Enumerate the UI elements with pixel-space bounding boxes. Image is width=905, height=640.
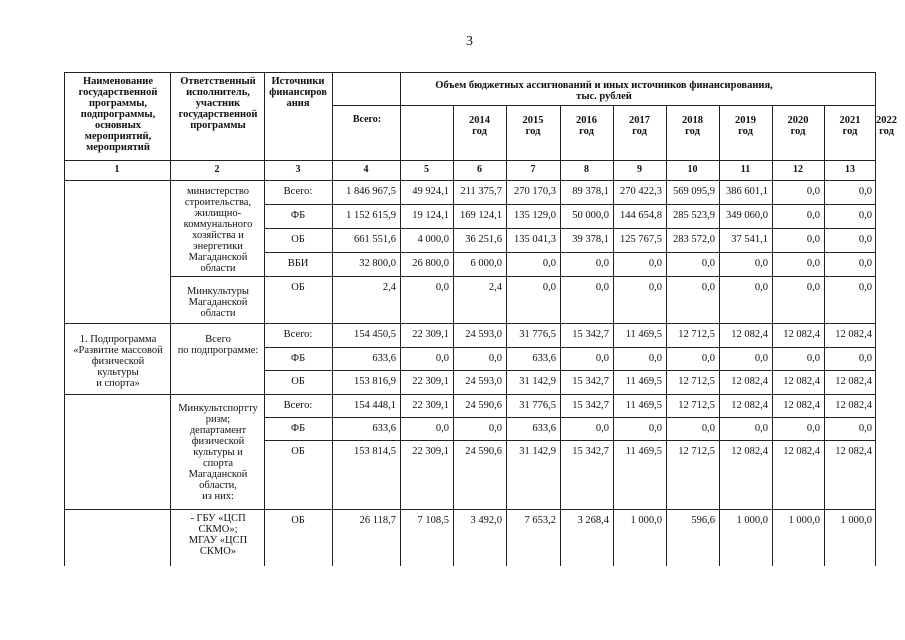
value-cell: 12 082,4 [835,329,872,340]
minsport-label: Минкультспортту ризм; департамент физической культуры и спорта Магаданской области, из них: [178,403,258,502]
value-cell: 0,0 [806,423,820,434]
value-cell: 633,6 [372,423,396,434]
value-cell: 49 924,1 [412,186,449,197]
header-year: 2015 год [522,115,544,137]
value-cell: 12 082,4 [783,446,820,457]
source-cell: ФБ [290,210,306,221]
column-number: 5 [424,164,429,175]
value-cell: 12 712,5 [678,446,715,457]
source-cell: ФБ [290,423,306,434]
value-cell: 0,0 [806,282,820,293]
source-cell: ОБ [291,282,305,293]
minkult-label: Минкультуры Магаданской области [187,286,249,319]
value-cell: 12 082,4 [783,329,820,340]
value-cell: 0,0 [754,282,768,293]
column-number: 9 [637,164,642,175]
subprogram-title: 1. Подпрограмма «Развитие массовой физической культуры и спорта» [73,334,163,389]
value-cell: 31 142,9 [519,446,556,457]
header-year: 2020 год [787,115,809,137]
value-cell: 0,0 [858,210,872,221]
value-cell: 169 124,1 [460,210,502,221]
source-cell: ОБ [291,376,305,387]
value-cell: 22 309,1 [412,400,449,411]
source-cell: ВБИ [287,258,309,269]
value-cell: 661 551,6 [354,234,396,245]
value-cell: 0,0 [542,282,556,293]
value-cell: 0,0 [806,353,820,364]
value-cell: 24 590,6 [465,446,502,457]
value-cell: 12 082,4 [783,400,820,411]
value-cell: 0,0 [754,423,768,434]
value-cell: 0,0 [648,353,662,364]
value-cell: 144 654,8 [620,210,662,221]
header-year: 2017 год [629,115,650,137]
value-cell: 3 268,4 [577,515,609,526]
source-cell: Всего: [283,186,313,197]
column-number: 8 [584,164,589,175]
value-cell: 0,0 [435,353,449,364]
value-cell: 0,0 [806,258,820,269]
value-cell: 569 095,9 [673,186,715,197]
value-cell: 0,0 [858,282,872,293]
value-cell: 12 712,5 [678,400,715,411]
value-cell: 0,0 [858,353,872,364]
value-cell: 15 342,7 [572,400,609,411]
value-cell: 0,0 [648,423,662,434]
value-cell: 0,0 [806,186,820,197]
value-cell: 386 601,1 [726,186,768,197]
value-cell: 0,0 [648,282,662,293]
column-number: 7 [530,164,536,175]
value-cell: 22 309,1 [412,376,449,387]
value-cell: 633,6 [372,353,396,364]
value-cell: 11 469,5 [625,376,662,387]
value-cell: 0,0 [648,258,662,269]
value-cell: 26 118,7 [359,515,396,526]
value-cell: 31 776,5 [519,329,556,340]
header-year: 2018 год [682,115,703,137]
value-cell: 125 767,5 [620,234,662,245]
value-cell: 31 142,9 [519,376,556,387]
value-cell: 4 000,0 [417,234,449,245]
value-cell: 11 469,5 [625,329,662,340]
value-cell: 0,0 [806,234,820,245]
column-number: 13 [845,164,855,175]
value-cell: 0,0 [858,258,872,269]
value-cell: 1 000,0 [736,515,768,526]
gbu-label: - ГБУ «ЦСП СКМО»; МГАУ «ЦСП СКМО» [188,513,248,557]
page-number: 3 [466,34,473,49]
subprogram-total-label: Всего по подпрограмме: [177,334,259,356]
source-cell: Всего: [283,329,313,340]
value-cell: 596,6 [691,515,715,526]
value-cell: 0,0 [701,423,715,434]
value-cell: 0,0 [806,210,820,221]
value-cell: 1 000,0 [630,515,662,526]
column-number: 4 [363,164,369,175]
value-cell: 24 590,6 [465,400,502,411]
source-cell: ОБ [291,446,305,457]
value-cell: 50 000,0 [572,210,609,221]
value-cell: 0,0 [858,234,872,245]
ministry-label: министерство строительства, жилищно- коммунального хозяйства и энергетики Магаданской области [183,186,253,274]
value-cell: 12 082,4 [731,329,768,340]
value-cell: 0,0 [435,282,449,293]
value-cell: 89 378,1 [572,186,609,197]
value-cell: 22 309,1 [412,329,449,340]
value-cell: 153 814,5 [354,446,396,457]
value-cell: 1 152 615,9 [346,210,396,221]
value-cell: 26 800,0 [412,258,449,269]
column-number: 12 [793,164,803,175]
value-cell: 1 846 967,5 [346,186,396,197]
header-program-name: Наименование государственной программы, подпрограммы, основных мероприятий, мероприятий [78,76,158,153]
value-cell: 349 060,0 [726,210,768,221]
value-cell: 7 653,2 [524,515,556,526]
value-cell: 32 800,0 [359,258,396,269]
value-cell: 0,0 [858,186,872,197]
value-cell: 22 309,1 [412,446,449,457]
value-cell: 0,0 [595,258,609,269]
value-cell: 154 448,1 [354,400,396,411]
value-cell: 633,6 [532,423,556,434]
value-cell: 135 041,3 [514,234,556,245]
value-cell: 0,0 [488,353,502,364]
value-cell: 1 000,0 [840,515,872,526]
value-cell: 24 593,0 [465,329,502,340]
value-cell: 39 378,1 [572,234,609,245]
column-number: 3 [295,164,301,175]
header-year: 2016 год [576,115,597,137]
header-year: 2022 год [876,115,897,137]
value-cell: 0,0 [595,423,609,434]
value-cell: 270 170,3 [514,186,556,197]
value-cell: 2,4 [488,282,502,293]
source-cell: ОБ [291,515,305,526]
value-cell: 11 469,5 [625,446,662,457]
value-cell: 12 082,4 [783,376,820,387]
value-cell: 31 776,5 [519,400,556,411]
value-cell: 0,0 [701,282,715,293]
value-cell: 12 082,4 [731,446,768,457]
header-responsible: Ответственный исполнитель, участник государственной программы [178,76,258,131]
value-cell: 12 712,5 [678,329,715,340]
value-cell: 15 342,7 [572,329,609,340]
value-cell: 211 375,7 [460,186,502,197]
value-cell: 12 082,4 [731,376,768,387]
value-cell: 153 816,9 [354,376,396,387]
source-cell: Всего: [283,400,313,411]
value-cell: 0,0 [595,282,609,293]
value-cell: 37 541,1 [731,234,768,245]
value-cell: 633,6 [532,353,556,364]
value-cell: 24 593,0 [465,376,502,387]
value-cell: 11 469,5 [625,400,662,411]
value-cell: 15 342,7 [572,446,609,457]
header-funding-title: Объем бюджетных ассигнований и иных источников финансирования, тыс. рублей [435,80,773,102]
column-number: 6 [477,164,482,175]
value-cell: 0,0 [701,258,715,269]
header-sources: Источники финансиров ания [269,76,327,109]
value-cell: 12 082,4 [731,400,768,411]
value-cell: 0,0 [595,353,609,364]
header-year: 2019 год [735,115,756,137]
value-cell: 12 082,4 [835,400,872,411]
column-number: 1 [114,164,120,175]
value-cell: 283 572,0 [673,234,715,245]
value-cell: 36 251,6 [465,234,502,245]
value-cell: 19 124,1 [412,210,449,221]
header-year: 2021 год [839,115,861,137]
value-cell: 15 342,7 [572,376,609,387]
value-cell: 1 000,0 [788,515,820,526]
value-cell: 0,0 [435,423,449,434]
value-cell: 270 422,3 [620,186,662,197]
value-cell: 3 492,0 [470,515,502,526]
value-cell: 0,0 [488,423,502,434]
value-cell: 0,0 [858,423,872,434]
value-cell: 0,0 [701,353,715,364]
value-cell: 0,0 [754,258,768,269]
source-cell: ФБ [290,353,306,364]
column-number: 11 [740,164,751,175]
column-number: 2 [214,164,220,175]
value-cell: 154 450,5 [354,329,396,340]
value-cell: 135 129,0 [514,210,556,221]
value-cell: 12 082,4 [835,446,872,457]
value-cell: 12 082,4 [835,376,872,387]
value-cell: 7 108,5 [417,515,449,526]
value-cell: 2,4 [382,282,396,293]
value-cell: 285 523,9 [673,210,715,221]
header-total: Всего: [352,114,382,125]
value-cell: 0,0 [542,258,556,269]
value-cell: 12 712,5 [678,376,715,387]
value-cell: 0,0 [754,353,768,364]
source-cell: ОБ [291,234,305,245]
header-year: 2014 год [469,115,490,137]
value-cell: 6 000,0 [470,258,502,269]
budget-table [64,72,897,566]
column-number: 10 [687,164,698,175]
